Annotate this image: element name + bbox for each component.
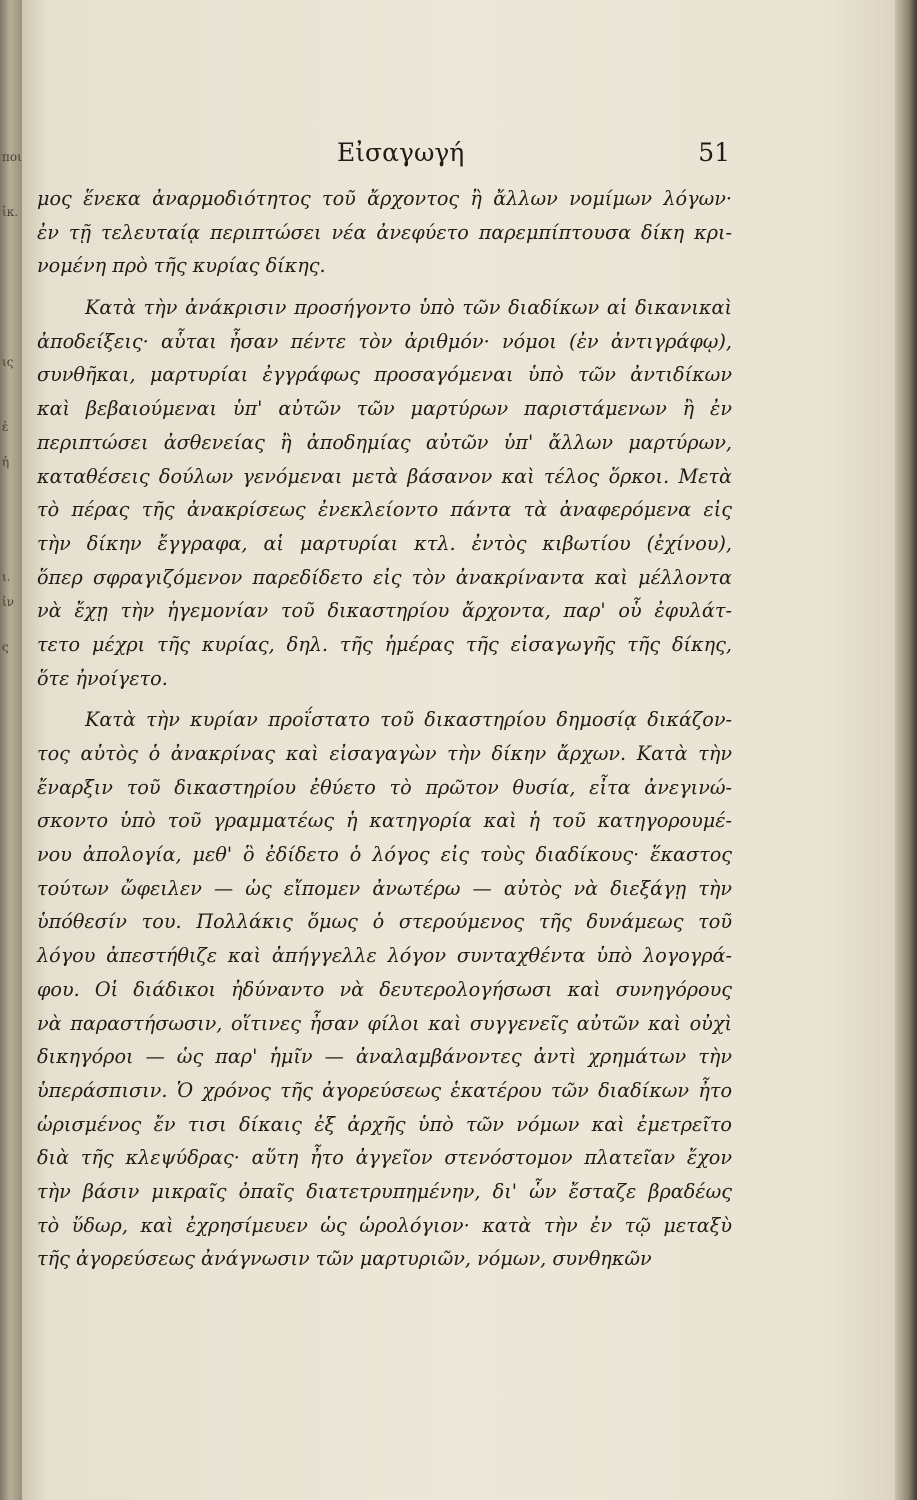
text-line: διὰ τῆς κλεψύδρας· αὕτη ἦτο ἀγγεῖον στενόστομον πλατεῖαν ἔχον bbox=[37, 1146, 732, 1170]
page-header bbox=[22, 138, 895, 174]
text-line: καταθέσεις δούλων γενόμεναι μετὰ βάσανον καὶ τέλος ὅρκοι. Μετὰ bbox=[37, 464, 732, 488]
body-text bbox=[37, 182, 732, 1276]
text-line: ὡρισμένος ἔν τισι δίκαις ἐξ ἀρχῆς ὑπὸ τῶν νόμων καὶ ἐμετρεῖτο bbox=[37, 1112, 732, 1136]
text-line: τὸ πέρας τῆς ἀνακρίσεως ἐνεκλείοντο πάντα τὰ ἀναφερόμενα εἰς bbox=[37, 498, 732, 522]
text-line: τὴν βάσιν μικραῖς ὀπαῖς διατετρυπημένην, δι' ὧν ἔσταζε βραδέως bbox=[37, 1179, 732, 1203]
text-line: νου ἀπολογία, μεθ' ὃ ἐδίδετο ὁ λόγος εἰς τοὺς διαδίκους· ἕκαστος bbox=[37, 843, 732, 867]
text-line: ὅπερ σφραγιζόμενον παρεδίδετο εἰς τὸν ἀνακρίναντα καὶ μέλλοντα bbox=[37, 565, 732, 589]
text-line: συνθῆκαι, μαρτυρίαι ἐγγράφως προσαγόμεναι ὑπὸ τῶν ἀντιδίκων bbox=[37, 363, 732, 387]
text-line: τετο μέχρι τῆς κυρίας, δηλ. τῆς ἡμέρας τῆς εἰσαγωγῆς τῆς δίκης, bbox=[37, 632, 732, 656]
page-edge-shadow bbox=[895, 0, 917, 1500]
text-line: νὰ ἔχῃ τὴν ἡγεμονίαν τοῦ δικαστηρίου ἄρχοντα, παρ' οὗ ἐφυλάτ- bbox=[37, 599, 732, 623]
text-line: τῆς ἀγορεύσεως ἀνάγνωσιν τῶν μαρτυριῶν, νόμων, συνθηκῶν bbox=[37, 1247, 652, 1271]
text-line: νομένη πρὸ τῆς κυρίας δίκης. bbox=[37, 254, 326, 278]
book-page bbox=[22, 0, 895, 1500]
paragraph bbox=[37, 703, 732, 1276]
facing-page-fragment: ς bbox=[2, 640, 9, 654]
text-line: λόγου ἀπεστήθιζε καὶ ἀπήγγελλε λόγον συνταχθέντα ὑπὸ λογογρά- bbox=[37, 944, 732, 968]
text-line: δικηγόροι — ὡς παρ' ἡμῖν — ἀναλαμβάνοντες ἀντὶ χρημάτων τὴν bbox=[37, 1045, 732, 1069]
text-line: ἐν τῇ τελευταίᾳ περιπτώσει νέα ἀνεφύετο παρεμπίπτουσα δίκη κρι- bbox=[37, 220, 732, 244]
text-line: ὅτε ἠνοίγετο. bbox=[37, 666, 168, 690]
facing-page-fragment: ἱκ. bbox=[2, 205, 19, 219]
text-line: περιπτώσει ἀσθενείας ἢ ἀποδημίας αὐτῶν ὑπ' ἄλλων μαρτύρων, bbox=[37, 430, 732, 454]
text-line: Κατὰ τὴν ἀνάκρισιν προσήγοντο ὑπὸ τῶν διαδίκων αἱ δικανικαὶ bbox=[85, 296, 732, 320]
text-line: καὶ βεβαιούμεναι ὑπ' αὐτῶν τῶν μαρτύρων παριστάμενων ἢ ἐν bbox=[37, 397, 732, 421]
text-line: φου. Οἱ διάδικοι ἠδύναντο νὰ δευτερολογήσωσι καὶ συνηγόρους bbox=[37, 977, 732, 1001]
facing-page-fragment: ἑ bbox=[2, 420, 9, 434]
paragraph bbox=[37, 291, 732, 695]
text-line: ὑπεράσπισιν. Ὁ χρόνος τῆς ἀγορεύσεως ἑκατέρου τῶν διαδίκων ἦτο bbox=[37, 1078, 732, 1102]
text-line: τος αὐτὸς ὁ ἀνακρίνας καὶ εἰσαγαγὼν τὴν δίκην ἄρχων. Κατὰ τὴν bbox=[37, 742, 732, 765]
text-line: μος ἕνεκα ἀναρμοδιότητος τοῦ ἄρχοντος ἢ ἄλλων νομίμων λόγων· bbox=[37, 187, 732, 210]
text-line: νὰ παραστήσωσιν, οἵτινες ἦσαν φίλοι καὶ συγγενεῖς αὐτῶν καὶ οὐχὶ bbox=[37, 1011, 732, 1035]
paragraph bbox=[37, 182, 732, 283]
facing-page-fragment: ἡ bbox=[2, 455, 10, 469]
paragraph-gap bbox=[37, 283, 732, 291]
text-line: τὴν δίκην ἔγγραφα, αἱ μαρτυρίαι κτλ. ἐντὸς κιβωτίου (ἐχίνου), bbox=[37, 531, 732, 555]
facing-page-fragment: ἰν bbox=[2, 595, 14, 609]
text-line: ἀποδείξεις· αὗται ἦσαν πέντε τὸν ἀριθμόν· νόμοι (ἐν ἀντιγράφῳ), bbox=[37, 329, 732, 353]
running-title: Εἰσαγωγή bbox=[337, 138, 465, 167]
facing-page-fragment: ποι bbox=[2, 150, 22, 164]
facing-page-fragment: ις bbox=[2, 355, 14, 369]
text-line: τὸ ὕδωρ, καὶ ἐχρησίμευεν ὡς ὡρολόγιον· κατὰ τὴν ἐν τῷ μεταξὺ bbox=[37, 1213, 732, 1237]
text-line: σκοντο ὑπὸ τοῦ γραμματέως ἡ κατηγορία καὶ ἡ τοῦ κατηγορουμέ- bbox=[37, 809, 732, 833]
text-line: ὑπόθεσίν του. Πολλάκις ὅμως ὁ στερούμενος τῆς δυνάμεως τοῦ bbox=[37, 910, 732, 934]
facing-page-fragment: ι. bbox=[2, 570, 11, 584]
paragraph-gap bbox=[37, 695, 732, 703]
book-spine-gutter bbox=[0, 0, 22, 1500]
text-line: Κατὰ τὴν κυρίαν προΐστατο τοῦ δικαστηρίου δημοσίᾳ δικάζον- bbox=[85, 708, 732, 732]
text-line: τούτων ὤφειλεν — ὡς εἴπομεν ἀνωτέρω — αὐτὸς νὰ διεξάγῃ τὴν bbox=[37, 876, 732, 900]
text-line: ἔναρξιν τοῦ δικαστηρίου ἐθύετο τὸ πρῶτον θυσία, εἶτα ἀνεγινώ- bbox=[37, 775, 732, 799]
page-number: 51 bbox=[698, 138, 730, 167]
